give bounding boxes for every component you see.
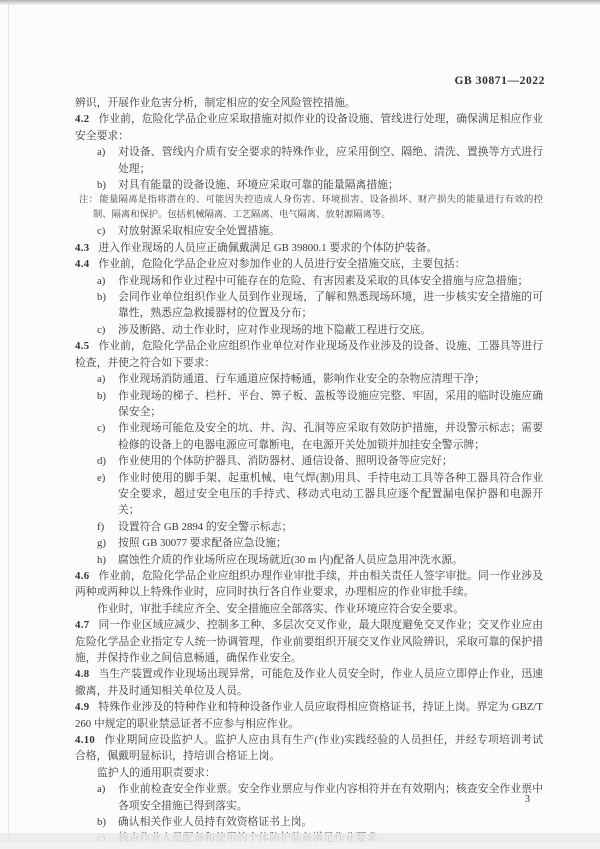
scan-left-edge-artifact: [8, 0, 9, 849]
paragraph-text: 对设备、管线内介质有安全要求的特殊作业，应采用倒空、隔绝、清洗、置换等方式进行处理；: [118, 146, 543, 175]
page-number: 3: [524, 794, 530, 805]
paragraph-text: 按照 GB 30077 要求配备应急设施；: [118, 537, 287, 550]
paragraph-text: 特殊作业涉及的特种作业和特种设备作业人员应取得相应资格证书，持证上岗。界定为 GBZ/T 260 中规定的职业禁忌证者不应参与相应作业。: [75, 701, 543, 730]
list-item: [75, 470, 543, 519]
paragraph: [75, 601, 543, 617]
item-letter: g): [97, 537, 106, 550]
paragraph-text: 作业前，危险化学品企业应组织办理作业审批手续，并由相关责任人签字审批。同一作业涉及两种或两种以上特殊作业时，应同时执行各自作业要求，办理相应的作业审批手续。: [75, 569, 543, 599]
paragraph-text: 涉及断路、动土作业时，应对作业现场的地下隐蔽工程进行交底。: [118, 323, 432, 336]
item-letter: a): [97, 783, 106, 796]
list-item: [75, 289, 543, 322]
paragraph-text: 同一作业区域应减少、控制多工种、多层次交叉作业，最大限度避免交叉作业；交叉作业应由危险化学品企业指定专人统一协调管理，作业前要组织开展交叉作业风险辨识，采取可靠的保护措施，并保持作业之间信息畅通，确保作业安全。: [75, 619, 543, 664]
list-item: [75, 519, 543, 535]
list-item: [75, 781, 543, 814]
paragraph-text: 能量隔离是指将潜在的、可能因失控造成人身伤害、环境损害、设备损坏、财产损失的能量进行有效的控制、隔离和保护。包括机械隔离、工艺隔离、电气隔离、放射源隔离等。: [93, 195, 543, 221]
paragraph-text: 当生产装置或作业现场出现异常，可能危及作业人员安全时，作业人员应立即停止作业，迅速撤离，并及时通知相关单位及人员。: [75, 668, 543, 697]
paragraph-text: 作业时使用的脚手架、起重机械、电气焊(割)用具、手持电动工具等各种工器具符合作业安全要求，超过安全电压的手持式、移动式电动工器具应逐个配置漏电保护器和电源开关；: [118, 471, 543, 517]
clause-number: 4.7: [75, 619, 90, 632]
list-item: [75, 144, 543, 177]
clause-number: 4.8: [75, 668, 90, 681]
clause-number: 4.5: [75, 340, 90, 353]
item-letter: b): [97, 389, 106, 402]
note-label: 注：: [79, 195, 99, 206]
clause-paragraph: [75, 256, 543, 272]
document-body: [75, 95, 543, 847]
clause-paragraph: [75, 666, 543, 699]
paragraph-text: 作业现场消防通道、行车通道应保持畅通，影响作业安全的杂物应清理干净；: [118, 373, 486, 386]
item-letter: e): [97, 471, 106, 484]
clause-paragraph: [75, 338, 543, 371]
paragraph-text: 作业时，审批手续应齐全、安全措施应全部落实、作业环境应符合安全要求。: [97, 602, 465, 615]
paragraph-text: 作业现场和作业过程中可能存在的危险、有害因素及采取的具体安全措施与应急措施；: [118, 274, 529, 287]
paragraph-text: 作业使用的个体防护器具、消防器材、通信设备、照明设备等应完好；: [118, 455, 453, 468]
list-item: [75, 273, 543, 289]
clause-number: 4.10: [75, 734, 96, 747]
item-letter: c): [97, 422, 106, 435]
item-letter: b): [97, 816, 106, 829]
paragraph: [75, 95, 543, 111]
paragraph-text: 作业现场的梯子、栏杆、平台、箅子板、盖板等设施应完整、牢固，采用的临时设施应确保安全；: [118, 389, 543, 418]
list-item: [75, 223, 543, 239]
paragraph-text: 作业现场可能危及安全的坑、井、沟、孔洞等应采取有效防护措施，并设警示标志；需要检修的设备上的电器电源应可靠断电，在电源开关处加锁并加挂安全警示牌；: [118, 422, 543, 451]
clause-number: 4.3: [75, 241, 90, 254]
clause-number: 4.4: [75, 258, 90, 271]
item-letter: b): [97, 291, 106, 304]
list-item: [75, 371, 543, 387]
item-letter: h): [97, 553, 106, 566]
paragraph-text: 作业前，危险化学品企业应采取措施对拟作业的设备设施、管线进行处理，确保满足相应作业安全要求：: [75, 113, 543, 142]
paragraph-text: 作业期间应设监护人。监护人应由具有生产(作业)实践经验的人员担任，并经专项培训考试合格，佩戴明显标识，持培训合格证上岗。: [75, 734, 543, 763]
paragraph-text: 进入作业现场的人员应正确佩戴满足 GB 39800.1 要求的个体防护装备。: [98, 241, 438, 254]
item-letter: b): [97, 179, 106, 192]
clause-paragraph: [75, 732, 543, 765]
clause-paragraph: [75, 568, 543, 601]
paragraph-text: 辨识，开展作业危害分析，制定相应的安全风险管控措施。: [75, 97, 356, 109]
paragraph-text: 确认相关作业人员持有效资格证书上岗。: [118, 816, 313, 829]
list-item: [75, 322, 543, 338]
standard-code-header: GB 30871—2022: [454, 75, 545, 87]
note-paragraph: [75, 193, 543, 223]
paragraph-text: 对具有能量的设备设施、环境应采取可靠的能量隔离措施；: [118, 179, 399, 192]
paragraph-text: 对放射源采取相应安全处置措施。: [118, 225, 280, 238]
item-letter: a): [97, 274, 106, 287]
list-item: [75, 420, 543, 453]
paragraph-text: 作业前，危险化学品企业应组织作业单位对作业现场及作业涉及的设备、设施、工器具等进行检查，并使之符合如下要求：: [75, 340, 543, 369]
clause-number: 4.6: [75, 569, 90, 582]
clause-number: 4.9: [75, 701, 90, 714]
paragraph-text: 会同作业单位组织作业人员到作业现场，了解和熟悉现场环境，进一步核实安全措施的可靠性，熟悉应急救援器材的位置及分布；: [118, 291, 543, 320]
paragraph: [75, 765, 543, 781]
list-item: [75, 535, 543, 551]
item-letter: d): [97, 455, 106, 468]
list-item: [75, 552, 543, 568]
item-letter: f): [97, 520, 105, 533]
list-item: [75, 177, 543, 193]
clause-paragraph: [75, 699, 543, 732]
item-letter: a): [97, 146, 106, 159]
clause-number: 4.2: [75, 113, 90, 126]
paragraph-text: 监护人的通用职责要求：: [97, 766, 216, 779]
clause-paragraph: [75, 111, 543, 144]
item-letter: a): [97, 373, 106, 386]
item-letter: c): [97, 323, 106, 336]
paragraph-text: 作业前检查安全作业票。安全作业票应与作业内容相符并在有效期内；核查安全作业票中各项安全措施已得到落实。: [118, 783, 543, 812]
clause-paragraph: [75, 617, 543, 666]
item-letter: c): [97, 225, 106, 238]
list-item: [75, 453, 543, 469]
list-item: [75, 388, 543, 421]
scan-top-edge-artifact: [0, 0, 600, 5]
clause-paragraph: [75, 240, 543, 256]
list-item: [75, 814, 543, 830]
paragraph-text: 作业前，危险化学品企业应对参加作业的人员进行安全措施交底，主要包括：: [98, 258, 466, 271]
scan-bottom-edge-artifact: [0, 842, 600, 849]
paragraph-text: 腐蚀性介质的作业场所应在现场就近(30 m 内)配备人员应急用冲洗水源。: [118, 553, 463, 566]
scan-bottom-band-artifact: [0, 833, 600, 842]
paragraph-text: 设置符合 GB 2894 的安全警示标志；: [118, 520, 293, 533]
